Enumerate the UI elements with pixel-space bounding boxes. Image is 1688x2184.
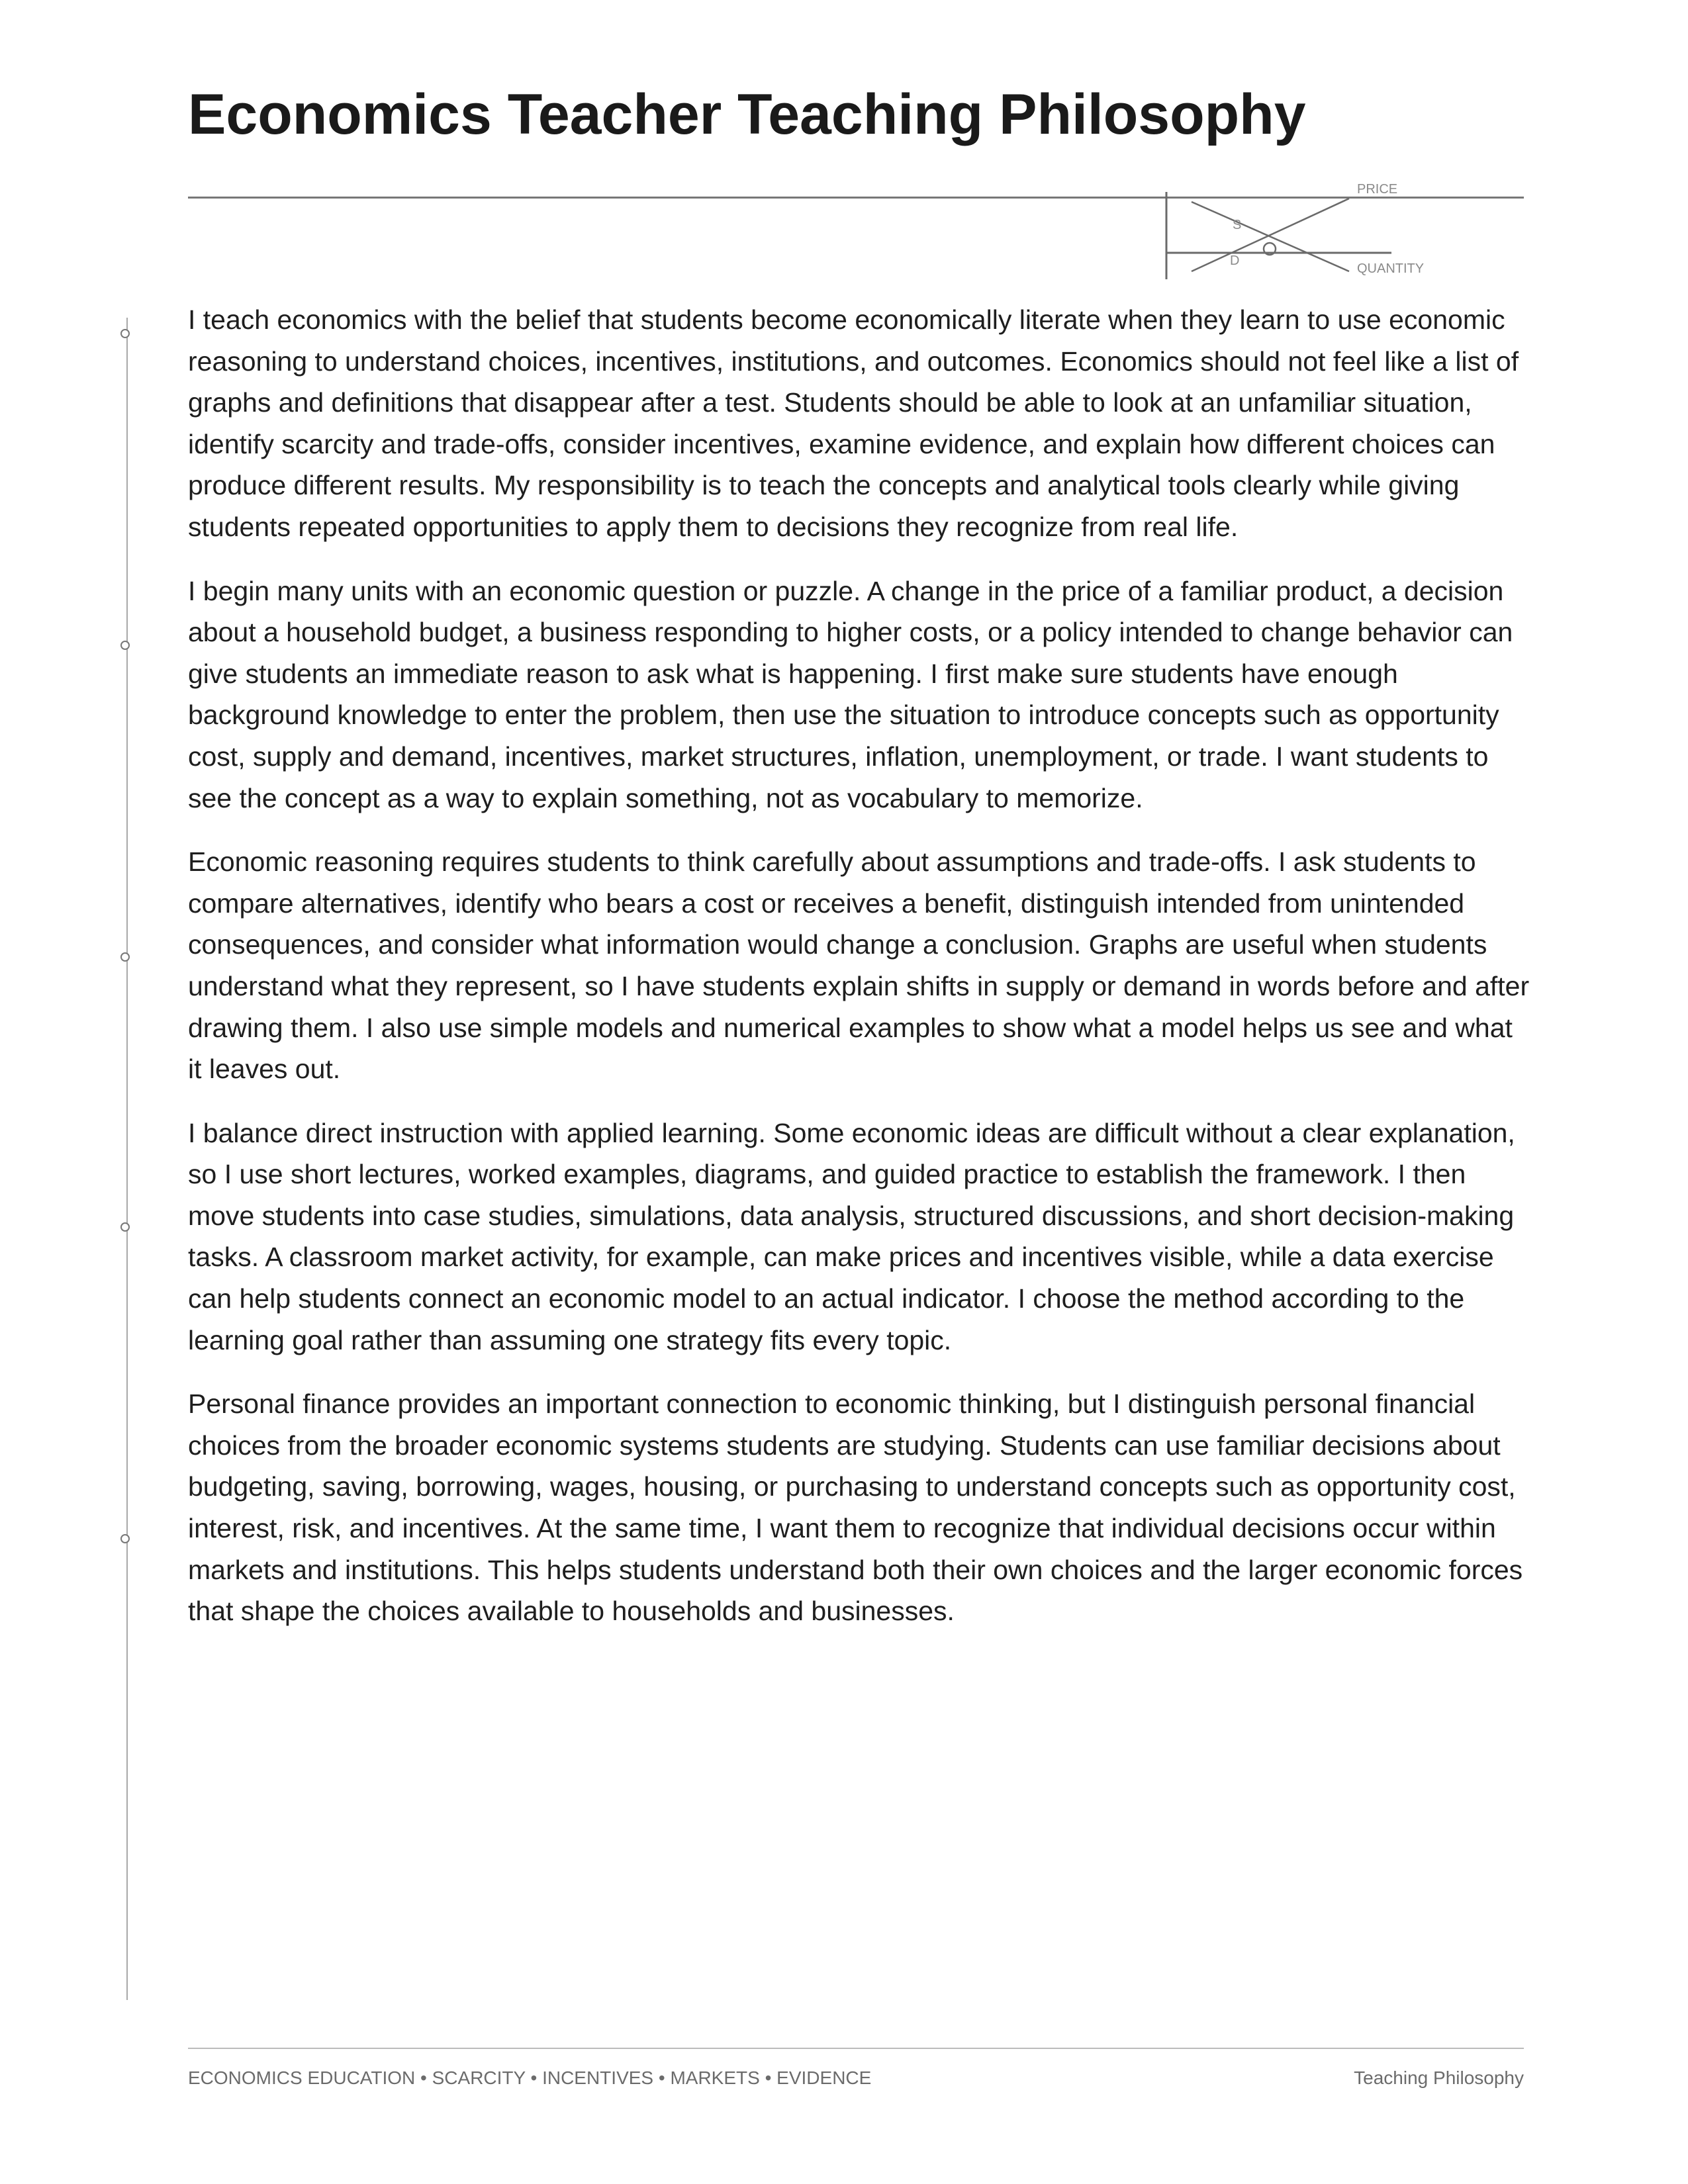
footer-divider: [188, 2048, 1524, 2049]
footer-document-label: Teaching Philosophy: [1354, 2068, 1524, 2088]
paragraph: I teach economics with the belief that students become economically literate when they learn to use economic reasoning to understand choices, incentives, institutions, and outcomes. Economics should not feel like a list of graphs and definitions that disappear after a test. Students should be able to look at an unfamiliar situation, identify scarcity and trade-offs, consider incentives, examine evidence, and explain how different choices can produce different results. My responsibility is to teach the concepts and analytical tools clearly while giving students repeated opportunities to apply them to decisions they recognize from real life.: [188, 304, 1519, 542]
timeline-line: [126, 318, 128, 2000]
paragraph: I balance direct instruction with applied learning. Some economic ideas are difficult without a clear explanation, so I use short lectures, worked examples, diagrams, and guided practice to establish the framework. I then move students into case studies, simulations, data analysis, structured discussions, and short decision-making tasks. A classroom market activity, for example, can make prices and incentives visible, while a data exercise can help students connect an economic model to an actual indicator. I choose the method according to the learning goal rather than assuming one strategy fits every topic.: [188, 1117, 1515, 1355]
supply-demand-diagram: [1158, 179, 1436, 285]
paragraph: I begin many units with an economic question or puzzle. A change in the price of a familiar product, a decision about a household budget, a business responding to higher costs, or a policy intended to change behavior can give students an immediate reason to ask what is happening. I first make sure students have enough background knowledge to enter the problem, then use the situation to introduce concepts such as opportunity cost, supply and demand, incentives, market structures, inflation, unemployment, or trade. I want students to see the concept as a way to explain something, not as vocabulary to memorize.: [188, 575, 1513, 813]
timeline-marker: [120, 952, 130, 962]
page-title: Economics Teacher Teaching Philosophy: [188, 83, 1306, 146]
paragraph: Personal finance provides an important connection to economic thinking, but I distinguish personal financial choices from the broader economic systems students are studying. Students can use familiar decisions about budgeting, saving, borrowing, wages, housing, or purchasing to understand concepts such as opportunity cost, interest, risk, and incentives. At the same time, I want them to recognize that individual decisions occur within markets and institutions. This helps students understand both their own choices and the larger economic forces that shape the choices available to households and businesses.: [188, 1388, 1523, 1627]
price-label: PRICE: [1357, 182, 1398, 197]
supply-label: S: [1233, 218, 1242, 232]
timeline-marker: [120, 641, 130, 650]
quantity-label: QUANTITY: [1357, 261, 1425, 276]
philosophy-body: [188, 299, 1532, 1655]
demand-label: D: [1230, 253, 1240, 268]
paragraph: Economic reasoning requires students to think carefully about assumptions and trade-offs. I ask students to compare alternatives, identify who bears a cost or receives a benefit, distinguish intended from unintended consequences, and consider what information would change a conclusion. Graphs are useful when students understand what they represent, so I have students explain shifts in supply or demand in words before and after drawing them. I also use simple models and numerical examples to show what a model helps us see and what it leaves out.: [188, 846, 1530, 1085]
timeline-marker: [120, 1222, 130, 1232]
timeline-marker: [120, 1534, 130, 1543]
timeline-marker: [120, 329, 130, 338]
footer-keywords: ECONOMICS EDUCATION • SCARCITY • INCENTIVES • MARKETS • EVIDENCE: [188, 2068, 872, 2088]
